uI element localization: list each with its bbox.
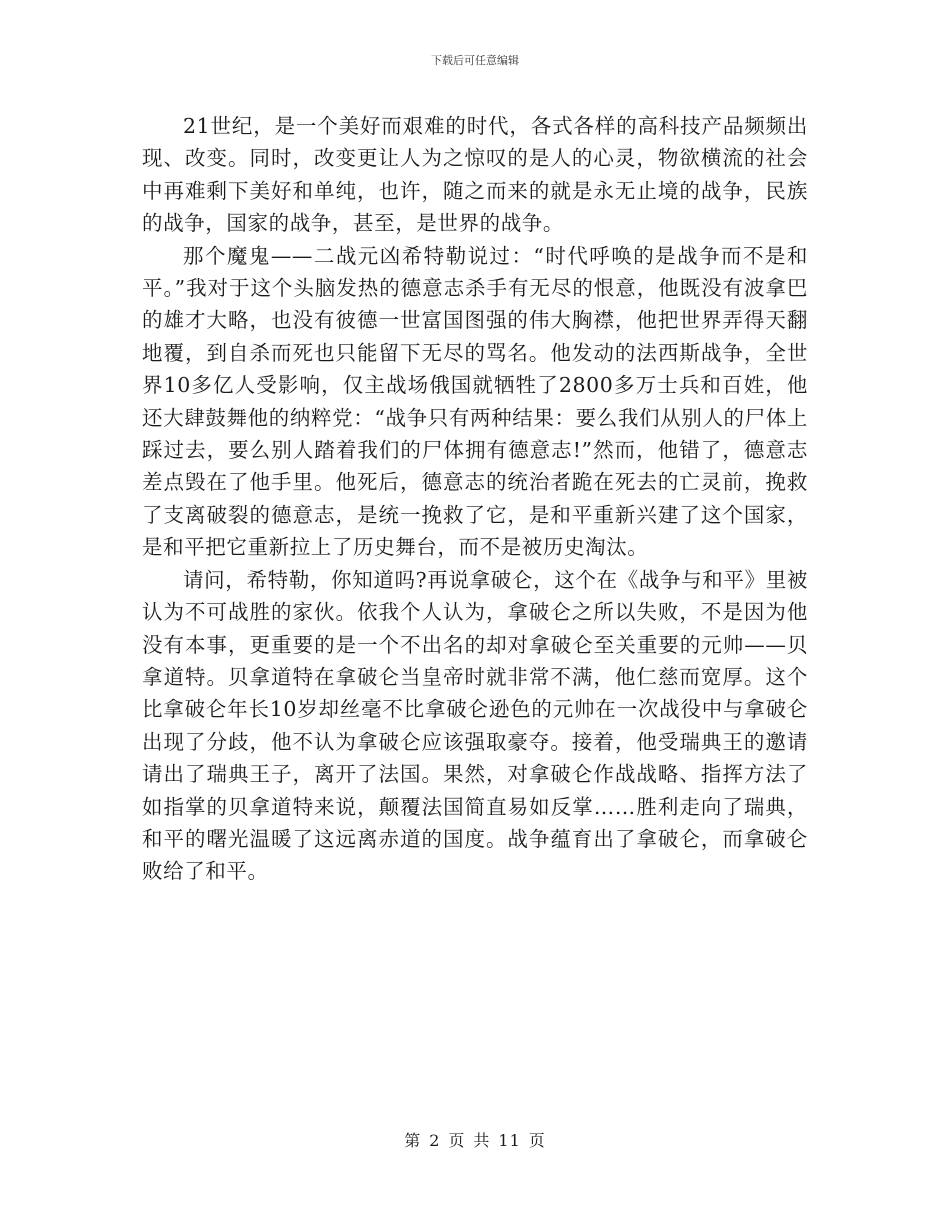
paragraph-1: 21世纪，是一个美好而艰难的时代，各式各样的高科技产品频频出现、改变。同时，改变更让人为之惊叹的是人的心灵，物欲横流的社会中再难剩下美好和单纯，也许，随之而来的就是永无止境的战争，民族的战争，国家的战争，甚至，是世界的战争。 (142, 114, 808, 236)
page-header: 下载后可任意编辑 (431, 54, 519, 67)
document-body (142, 110, 808, 888)
paragraph-3: 请问，希特勒，你知道吗?再说拿破仑，这个在《战争与和平》里被认为不可战胜的家伙。依我个人认为，拿破仑之所以失败，不是因为他没有本事，更重要的是一个不出名的却对拿破仑至关重要的元帅——贝拿道特。贝拿道特在拿破仑当皇帝时就非常不满，他仁慈而宽厚。这个比拿破仑年长10岁却丝毫不比拿破仑逊色的元帅在一次战役中与拿破仑出现了分歧，他不认为拿破仑应该强取豪夺。接着，他受瑞典王的邀请请出了瑞典王子，离开了法国。果然，对拿破仑作战战略、指挥方法了如指掌的贝拿道特来说，颠覆法国简直易如反掌……胜利走向了瑞典，和平的曙光温暖了这远离赤道的国度。战争蕴育出了拿破仑，而拿破仑败给了和平。 (142, 567, 808, 884)
footer-suffix: 页 (528, 1131, 546, 1150)
footer-total-label: 共 (473, 1131, 491, 1150)
paragraph-2: 那个魔鬼——二战元凶希特勒说过：“时代呼唤的是战争而不是和平。”我对于这个头脑发热的德意志杀手有无尽的恨意，他既没有波拿巴的雄才大略，也没有彼德一世富国图强的伟大胸襟，他把世界弄得天翻地覆，到自杀而死也只能留下无尽的骂名。他发动的法西斯战争，全世界10多亿人受影响，仅主战场俄国就牺牲了2800多万士兵和百姓，他还大肆鼓舞他的纳粹党：“战争只有两种结果：要么我们从别人的尸体上踩过去，要么别人踏着我们的尸体拥有德意志!”然而，他错了，德意志差点毁在了他手里。他死后，德意志的统治者跪在死去的亡灵前，挽救了支离破裂的德意志，是统一挽救了它，是和平重新兴建了这个国家，是和平把它重新拉上了历史舞台，而不是被历史淘汰。 (142, 243, 808, 560)
footer-prefix: 第 (404, 1131, 422, 1150)
footer-page-label: 页 (448, 1131, 466, 1150)
page-footer (0, 1128, 950, 1151)
footer-page-number: 2 (429, 1131, 441, 1150)
footer-total-pages: 11 (498, 1131, 521, 1150)
